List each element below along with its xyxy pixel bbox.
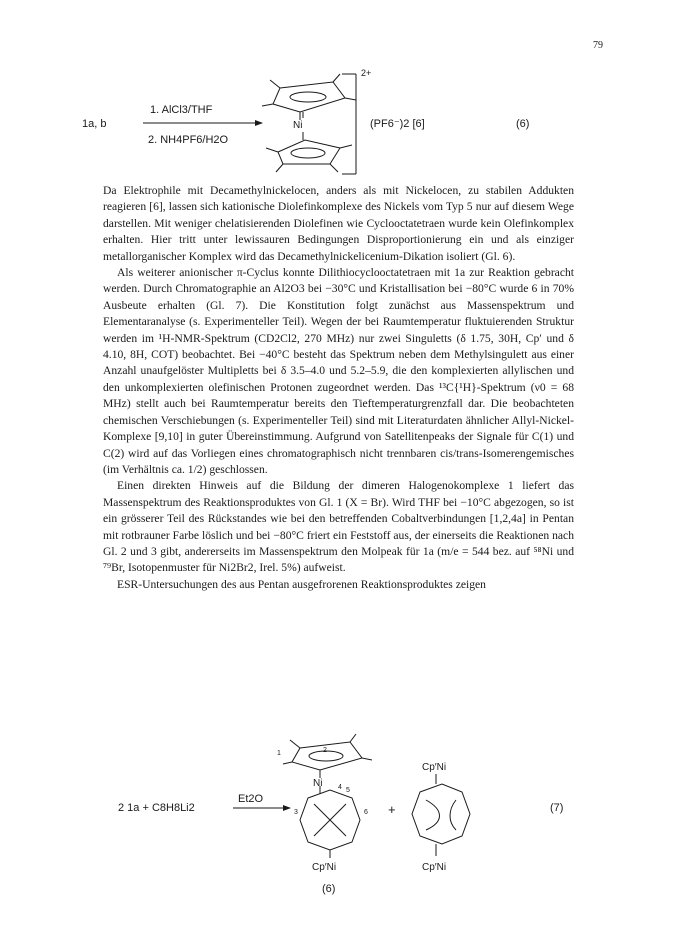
locant-4: 4 [338,784,342,791]
cpni-top-label: Cp′Ni [422,762,447,773]
reagent-2-label: 2. NH4PF6/H2O [148,134,229,146]
charge-label: 2+ [361,68,372,78]
locant-6: 6 [364,809,368,816]
cpni-bottom2-label: Cp′Ni [422,862,447,873]
locant-1: 1 [277,750,281,757]
locant-3: 3 [294,809,298,816]
cot-ring-6 [300,786,360,858]
locant-5: 5 [346,787,350,794]
compound-label-6: (6) [322,883,336,895]
paragraph-4: ESR-Untersuchungen des aus Pentan ausgefrorenen Reaktionsproduktes zeigen [117,577,486,591]
paragraph-1: Da Elektrophile mit Decamethylnickelocen, anders als mit Nickelocen, zu stabilen Addukten reagieren [6], lassen sich kationische Diolefinkomplexe des Nickels vom Typ 5 nur auf diesem Wege darstellen. Mit weniger chelatisierenden Diolefinen wie Cyclooctatetraen wurde kein Olefinkomplex erhalten. Hier tritt unter lewissauren Bedingungen Disproportionierung ein und als einziger metallorganischer Komplex wird das Decamethylnickelicenium-Dikation isoliert (Gl. 6). [103,184,574,263]
arrow-head [255,120,263,126]
reagent-1-label: 1. AlCl3/THF [150,104,213,116]
reagent-label-7: Et2O [238,793,264,805]
page-number: 79 [593,40,603,51]
cot-ring-second [412,774,470,856]
upper-cp-ring [262,74,356,120]
product-cp-ring [283,734,372,778]
scheme-equation-6 [0,60,680,180]
locant-2: 2 [323,747,327,754]
reactant-label-7: 2 1a + C8H8Li2 [118,802,195,814]
charge-bracket [342,74,356,174]
plus-sign: + [388,802,396,817]
equation-number-7: (7) [550,802,564,814]
ni-label: Ni [313,778,323,789]
lower-cp-ring [266,132,352,172]
paragraph-3: Einen direkten Hinweis auf die Bildung der dimeren Halogenokomplexe 1 liefert das Massenspektrum des Reaktionsproduktes von Gl. 1 (X = Br). Wird THF bei −10°C abgezogen, so ist ein grösserer Teil des Rückstandes wie bei den betreffenden Cobaltverbindungen [1,2,4a] in Pentan mit rotbrauner Farbe löslich und bei −80°C friert ein Feststoff aus, der einerseits die Reaktionen nach Gl. 2 und 3 gibt, andererseits im Massenspektrum den Molpeak für 1a (m/e = 544 bez. auf ⁵⁸Ni und ⁷⁹Br, Isotopenmuster für Ni2Br2, Irel. 5%) aufweist. [103,479,574,575]
paragraph-2: Als weiterer anionischer π-Cyclus konnte Dilithiocyclooctatetraen mit 1a zur Reaktion gebracht werden. Durch Chromatographie an Al2O3 bei −30°C und Kristallisation bei −80°C wurde 6 in 70% Ausbeute erhalten (Gl. 7). Die Konstitution folgt zunächst aus Massenspektrum und Elementaranalyse (s. Experimenteller Teil). Wegen der bei Raumtemperatur fluktuierenden Struktur werden im ¹H-NMR-Spektrum (CD2Cl2, 270 MHz) nur zwei Singuletts (δ 1.75, 30H, Cp′ und δ 4.10, 8H, COT) beobachtet. Bei −40°C besteht das Spektrum neben dem Methylsingulett aus einer Anzahl unaufgelöster Multipletts bei δ 3.5–4.0 und 5.2–5.9, die den komplexierten allylischen und den unkomplexierten olefinischen Protonen zugeordnet werden. Das ¹³C{¹H}-Spektrum (ν0 = 68 MHz) stellt auch bei Raumtemperatur bereits den Tieftemperaturgrenzfall dar. Die beobachteten chemischen Verschiebungen (s. Experimenteller Teil) sind mit Literaturdaten ähnlicher Allyl-Nickel-Komplexe [9,10] in guter Übereinstimmung. Aufgrund von Satellitenpeaks der Signale für C(1) und C(2) wird auf das Vorliegen eines chromatographisch nicht trennbaren cis/trans-Isomerengemisches (im Verhältnis ca. 1/2) geschlossen. [103,266,574,476]
counterion-label: (PF6⁻)2 [6] [370,118,425,130]
reactant-label: 1a, b [82,118,107,130]
equation-number-6: (6) [516,118,530,130]
metal-label: Ni [293,120,303,131]
arrow-head-7 [283,805,291,811]
body-text [103,183,574,593]
cpni-bottom-label: Cp′Ni [312,862,337,873]
scheme-equation-7 [0,730,680,900]
